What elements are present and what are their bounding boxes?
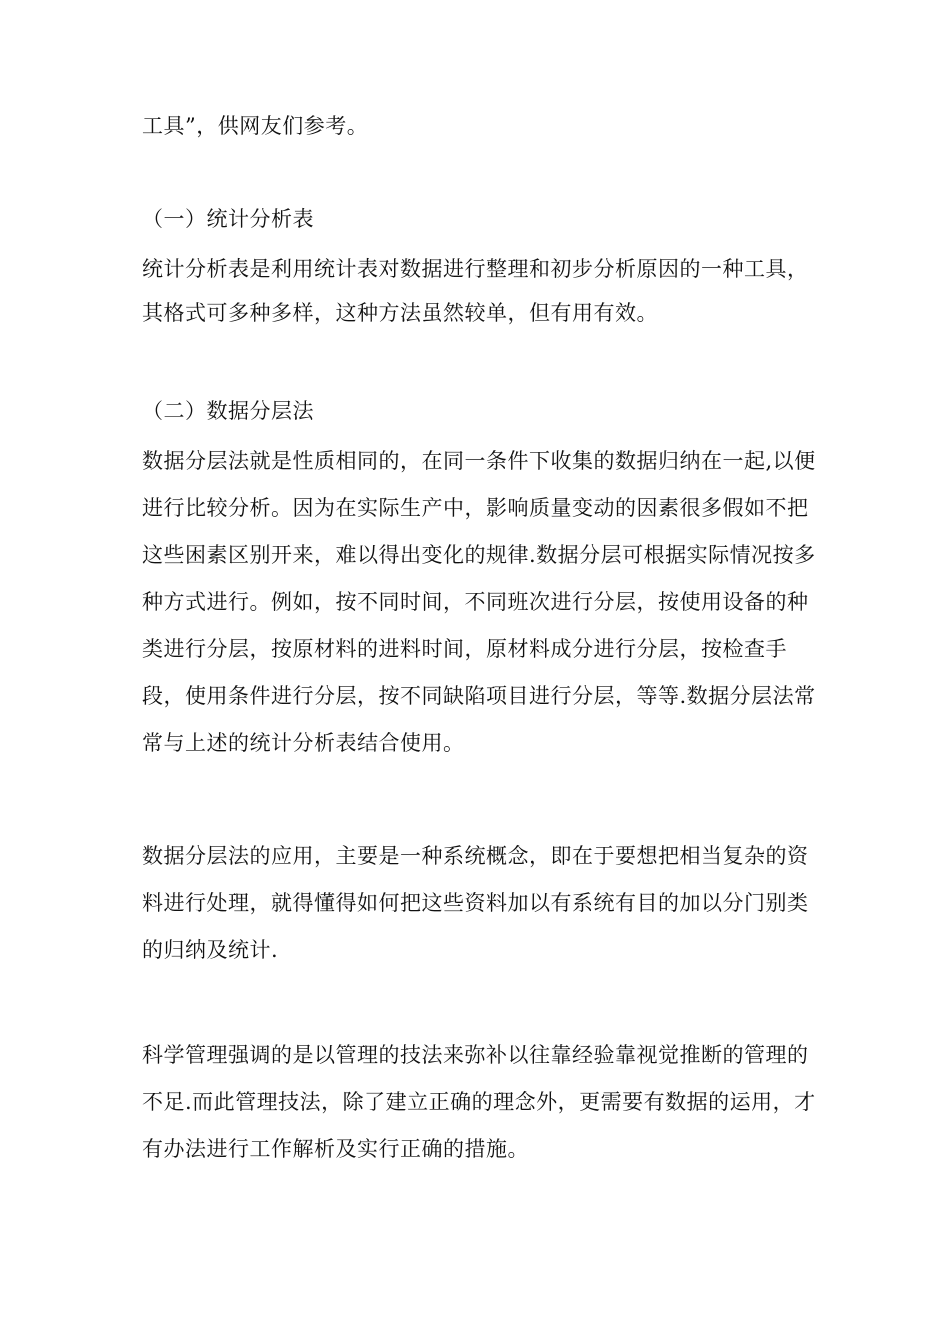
paragraph4-line-3: 有办法进行工作解析及实行正确的措施。	[142, 1137, 529, 1161]
paragraph4-line-2: 不足.而此管理技法，除了建立正确的理念外，更需要有数据的运用，才	[142, 1090, 816, 1114]
section2-heading: （二）数据分层法	[142, 399, 314, 423]
section2-line-1: 数据分层法就是性质相同的，在同一条件下收集的数据归纳在一起,以便	[142, 449, 816, 473]
intro-tail-text: 工具”，供网友们参考。	[142, 114, 369, 138]
section2-line-3: 这些困素区别开来，难以得出变化的规律.数据分层可根据实际情况按多	[142, 543, 816, 567]
section2-line-2: 进行比较分析。因为在实际生产中，影响质量变动的因素很多假如不把	[142, 496, 809, 520]
section2-line-5: 类进行分层，按原材料的进料时间，原材料成分进行分层，按检查手	[142, 637, 787, 661]
section2-line-6: 段，使用条件进行分层，按不同缺陷项目进行分层，等等.数据分层法常	[142, 684, 816, 708]
section2-line-7: 常与上述的统计分析表结合使用。	[142, 731, 465, 755]
paragraph3-line-2: 料进行处理，就得懂得如何把这些资料加以有系统有目的加以分门别类	[142, 891, 809, 915]
section2-line-4: 种方式进行。例如，按不同时间，不同班次进行分层，按使用设备的种	[142, 590, 809, 614]
section1-line-2: 其格式可多种多样，这种方法虽然较单，但有用有效。	[142, 301, 658, 325]
paragraph3-line-1: 数据分层法的应用，主要是一种系统概念，即在于要想把相当复杂的资	[142, 844, 809, 868]
section1-heading: （一）统计分析表	[142, 207, 314, 231]
section1-line-1: 统计分析表是利用统计表对数据进行整理和初步分析原因的一种工具，	[142, 257, 809, 281]
paragraph3-line-3: 的归纳及统计.	[142, 938, 279, 962]
paragraph4-line-1: 科学管理强调的是以管理的技法来弥补以往靠经验靠视觉推断的管理的	[142, 1043, 809, 1067]
